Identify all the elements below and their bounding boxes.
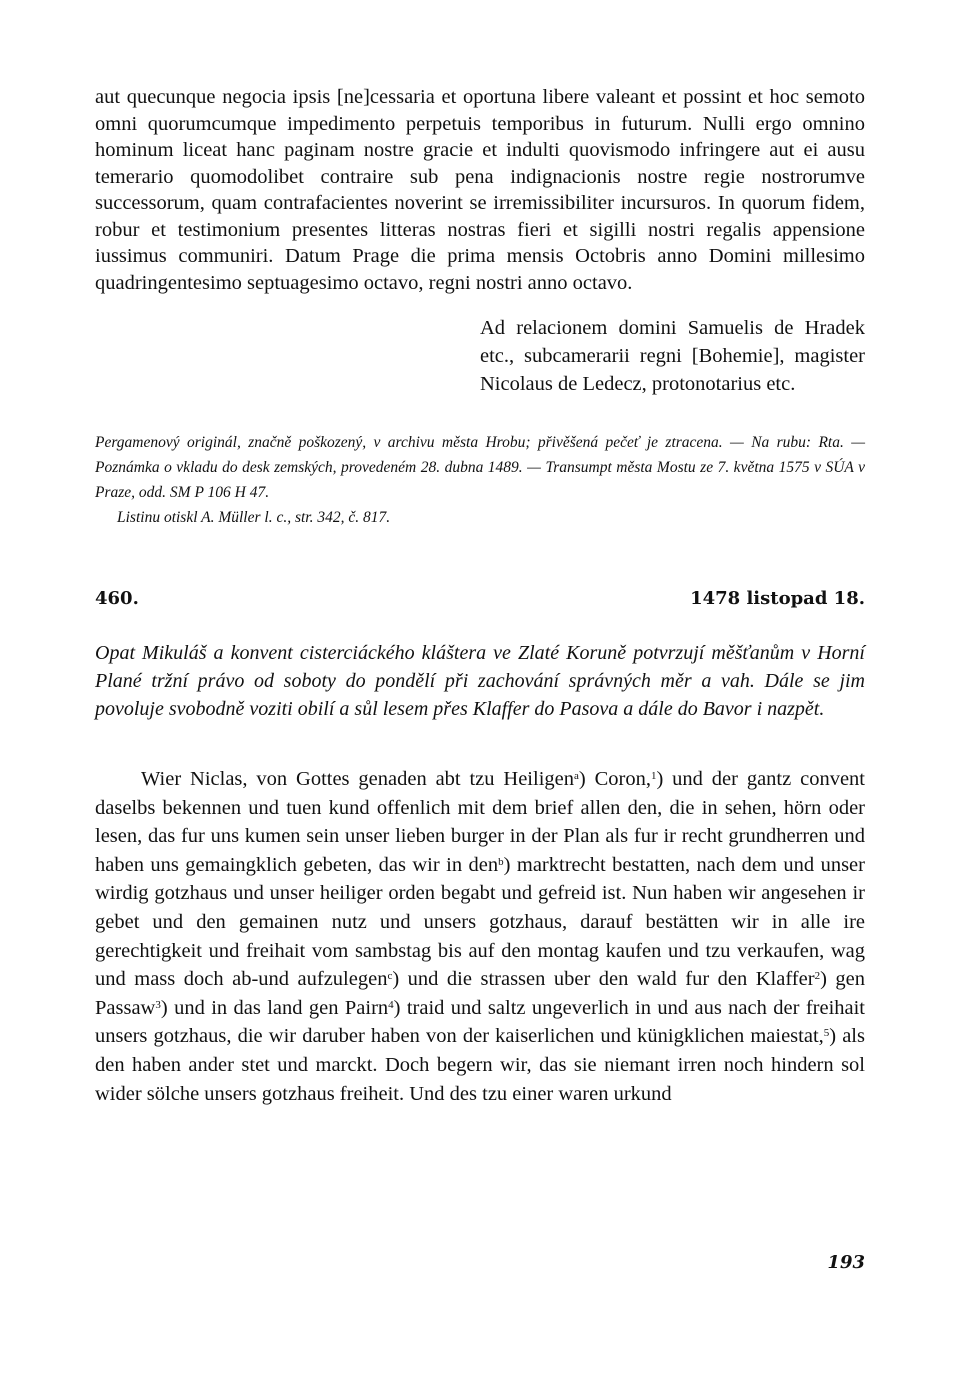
document-number: 460. [95,588,139,609]
german-text-part: ) und in das land gen Pairn [160,996,389,1019]
footnote-marker: 5 [823,1027,830,1040]
german-charter-text [95,765,865,1108]
chancery-signature: Ad relacionem domini Samuelis de Hradek etc., subcamerarii regni [Bohemie], magister Nicolaus de Ledecz, protonotarius etc. [480,317,865,395]
archival-note-source: Pergamenový originál, značně poškozený, v archivu města Hrobu; přivěšená pečeť je ztracena. — Na rubu: Rta. — Poznámka o vkladu do desk zemských, provedeném 28. dubna 1489. — Transumpt města Mostu ze 7. května 1575 v SÚA v Praze, odd. SM P 106 H 47. [95,434,865,501]
footnote-marker: a [574,770,579,782]
german-text-part: ) gen Passaw [95,968,865,1019]
document-date: 1478 listopad 18. [690,588,865,609]
latin-charter-text: aut quecunque negocia ipsis [ne]cessaria et oportuna libere valeant et possint et hoc semoto omni quorumcumque impedimento perpetuis temporibus in futurum. Nulli ergo omnino hominum liceat hanc paginam nostre gracie et indulti quovismodo infringere aut ei ausu temerario quomodolibet contraire sub pena indignacionis nostre regie nostrorumve successorum, quam contrafacientes noverint se irremissibiliter incursuros. In quorum fidem, robur et testimonium presentes litteras nostras fieri et sigilli nostri regalis appensione iussimus communiri. Datum Prage die prima mensis Octobris anno Domini millesimo quadringentesimo septuagesimo octavo, regni nostri anno octavo. [95,86,865,294]
footnote-marker: 1 [650,770,657,782]
german-text-part: ) Coron, [578,768,651,790]
footnote-marker: b [498,855,504,868]
archival-note-edition: Listinu otiskl A. Müller l. c., str. 342, č. 817. [117,509,391,526]
footnote-marker: 3 [155,998,161,1011]
german-text-part: ) als den haben ander stet und marckt. Doch begern wir, das sie niemant irren noch hindern sol wider sölche unsers gotzhaus freiheit. Und des tzu einer waren urkund [95,1025,865,1105]
footnote-marker: 4 [388,998,394,1011]
regest-summary: Opat Mikuláš a konvent cisterciáckého kláštera ve Zlaté Koruně potvrzují měšťanům v Horní Plané tržní právo od soboty do pondělí při zachování správných měr a vah. Dále se jim povoluje svobodně voziti obilí a sůl lesem přes Klaffer do Pasova a dále do Bavor i nazpět. [95,642,865,720]
german-text-part: ) marktrecht bestatten, nach dem und unser wirdig gotzhaus und unser heiliger orden begabt und gefreid ist. Nun haben wir angesehen ir gebet und den gemainen nutz und unsers gotzhaus, darauf bestätten wir in alle ire gerechtigkeit und freihait vom sambstag bis auf den montag kaufen und tzu verkaufen, wag und mass doch ab-und aufzulegen [95,853,865,991]
german-text-part: ) und der gantz convent daselbs bekennen und tuen kund offenlich mit dem brief allen den, die in sehen, hörn oder lesen, das fur uns kumen sein unser lieben burger in der Plan als fur ir recht grundherren und haben uns gemaingklich gebeten, das wir in den [95,768,865,876]
german-text-part: ) und die strassen uber den wald fur den Klaffer [392,968,815,991]
german-text-part: ) traid und saltz ungeverlich in und aus nach der freihait unsers gotzhaus, die wir daruber haben von der kaiserlichen und künigklichen maiestat, [95,996,866,1048]
archival-note [95,430,865,530]
page-content [95,80,865,1108]
document-header [95,588,865,609]
page-number: 193 [827,1252,865,1273]
footnote-marker: c [387,970,393,983]
german-text-part: Wier Niclas, von Gottes genaden abt tzu Heiligen [141,768,574,790]
footnote-marker: 2 [814,970,821,983]
